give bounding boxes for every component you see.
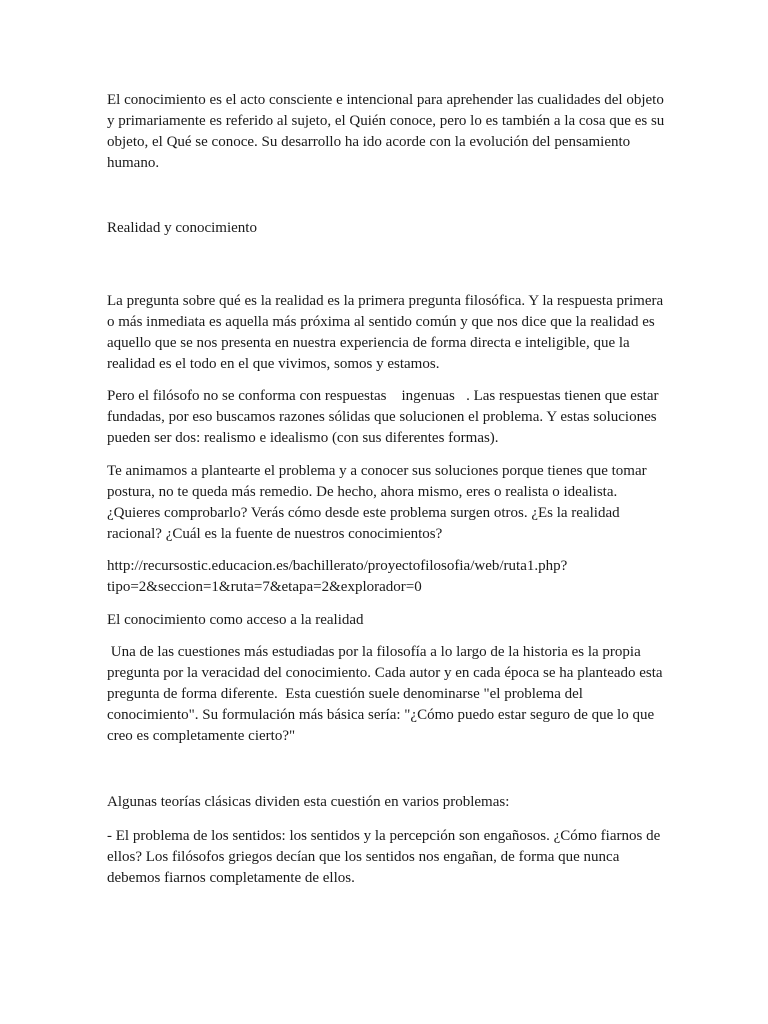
intro-paragraph: El conocimiento es el acto consciente e intencional para aprehender las cualidades del objeto y primariamente es referido al sujeto, el Quién conoce, pero lo es también a la cosa que es su objeto, el Qué se conoce. Su desarrollo ha ido acorde con la evolución del pensamiento humano. [107,92,669,171]
senses-problem-list-item: - El problema de los sentidos: los sentidos y la percepción son engañosos. ¿Cómo fiarnos de ellos? Los filósofos griegos decían que los sentidos nos engañan, de forma que nunca debemos fiarnos completamente de ellos. [107,828,664,886]
invitation-paragraph: Te animamos a plantearte el problema y a conocer sus soluciones porque tienes que tomar postura, no te queda más remedio. De hecho, ahora mismo, eres o realista o idealista. ¿Quieres comprobarlo? Verás cómo desde este problema surgen otros. ¿Es la realidad racional? ¿Cuál es la fuente de nuestros conocimientos? [107,463,651,542]
section-heading-realidad: Realidad y conocimiento [107,220,257,236]
philosopher-paragraph: Pero el filósofo no se conforma con respuestas ingenuas . Las respuestas tienen que estar fundadas, por eso buscamos razones sólidas que solucionen el problema. Y estas soluciones pueden ser dos: realismo e idealismo (con sus diferentes formas). [107,388,663,446]
classic-theories-paragraph: Algunas teorías clásicas dividen esta cuestión en varios problemas: [107,794,510,810]
knowledge-problem-paragraph: Una de las cuestiones más estudiadas por la filosofía a lo largo de la historia es la propia pregunta por la veracidad del conocimiento. Cada autor y en cada época se ha planteado esta pregunta de forma diferente. Esta cuestión suele denominarse "el problema del conocimiento". Su formulación más básica sería: "¿Cómo puedo estar seguro de que lo que creo es completamente cierto?" [107,644,667,744]
reality-question-paragraph: La pregunta sobre qué es la realidad es la primera pregunta filosófica. Y la respuesta primera o más inmediata es aquella más próxima al sentido común y que nos dice que la realidad es aquello que se nos presenta en nuestra experiencia de forma directa e inteligible, que la realidad es el todo en el que vivimos, somos y estamos. [107,293,667,372]
source-url-link[interactable]: http://recursostic.educacion.es/bachillerato/proyectofilosofia/web/ruta1.php? tipo=2&seccion=1&ruta=7&etapa=2&explorador=0 [107,558,568,595]
section-heading-acceso: El conocimiento como acceso a la realidad [107,612,364,628]
